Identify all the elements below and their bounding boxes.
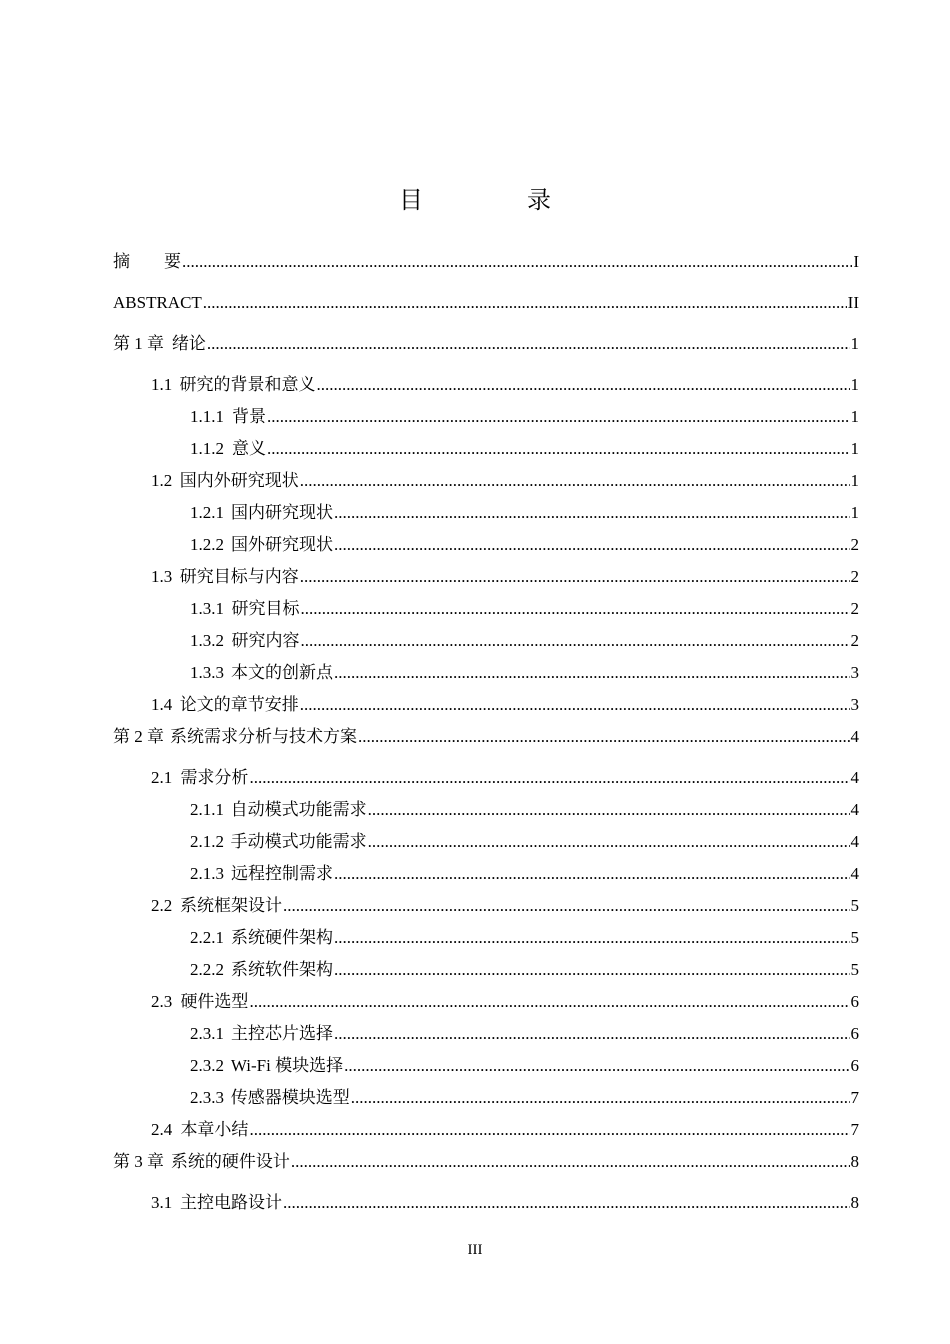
toc-entry-page: 1 [850,503,859,522]
toc-entry-page: 4 [850,800,859,819]
toc-entry-page: 1 [850,471,859,490]
dot-leader [334,858,849,890]
toc-entry-page: 2 [850,535,859,554]
toc-entry[interactable] [113,529,859,561]
dot-leader [207,328,850,360]
toc-entry-page: 1 [850,375,859,394]
toc-entry-number: 2.3.2 [190,1056,224,1075]
toc-entry[interactable] [113,561,859,593]
dot-leader [267,401,850,433]
toc-entry-number: 2.2.1 [190,928,224,947]
toc-entry-label: 本文的创新点 [231,663,334,682]
toc-entry-page: II [847,293,859,312]
toc-entry-number: 1.3 [151,567,173,586]
toc-entry[interactable] [113,826,859,858]
toc-entry[interactable] [113,954,859,986]
toc-entry-number: 2.2.2 [190,960,224,979]
toc-entry-page: 7 [850,1088,859,1107]
dot-leader [351,1082,850,1114]
dot-leader [334,497,849,529]
toc-entry-page: 3 [850,695,859,714]
toc-entry-label: 论文的章节安排 [179,695,299,714]
toc-entry-page: 5 [850,960,859,979]
toc-entry-number: 1.2 [151,471,173,490]
toc-entry-number: 1.3.2 [190,631,224,650]
toc-entry[interactable] [113,625,859,657]
toc-entry[interactable] [113,465,859,497]
toc-entry-page: 5 [850,928,859,947]
toc-entry-number: 第 2 章 [113,727,164,746]
toc-entry-label: 国外研究现状 [231,535,334,554]
toc-entry[interactable] [113,1050,859,1082]
toc-entry-label: 系统需求分析与技术方案 [170,727,358,746]
toc-entry-page: 6 [850,992,859,1011]
page-number: III [467,1242,483,1258]
toc-entry-label: 本章小结 [180,1120,249,1139]
toc-entry-label: 绪论 [171,334,206,353]
toc-entry[interactable] [113,433,859,465]
toc-entry[interactable] [113,369,859,401]
toc-entry[interactable] [113,1018,859,1050]
toc-entry-page: 3 [850,663,859,682]
toc-entry-number: 1.2.2 [190,535,224,554]
toc-entry-number: 3.1 [151,1193,173,1212]
toc-entry-page: 2 [850,631,859,650]
dot-leader [368,826,850,858]
toc-entry-number: 2.1.1 [190,800,224,819]
toc-entry-page: 1 [850,334,859,353]
toc-entry[interactable] [113,1187,859,1219]
toc-entry-page: 8 [850,1193,859,1212]
toc-entry[interactable] [113,890,859,922]
dot-leader [283,1187,850,1219]
toc-entry-number: 第 1 章 [113,334,164,353]
dot-leader [291,1146,850,1178]
toc-entry-number: 2.1.2 [190,832,224,851]
dot-leader [249,1114,849,1146]
dot-leader [300,593,849,625]
toc-entry-number: 1.3.3 [190,663,224,682]
toc-entry-label: ABSTRACT [113,293,202,312]
dot-leader [334,657,849,689]
dot-leader [249,762,849,794]
dot-leader [334,922,849,954]
dot-leader [300,561,850,593]
toc-entry[interactable] [113,246,859,287]
toc-entry-label: 国内外研究现状 [179,471,299,490]
toc-entry-number: 1.3.1 [190,599,224,618]
toc-entry-number: 1.1 [151,375,173,394]
dot-leader [358,721,849,753]
dot-leader [300,465,850,497]
toc-entry-number: 1.4 [151,695,173,714]
toc-entry-label: 传感器模块选型 [230,1088,350,1107]
dot-leader [368,794,850,826]
toc-entry-label: 背景 [231,407,266,426]
toc-entry-label: 系统硬件架构 [231,928,334,947]
toc-entry[interactable] [113,287,859,328]
toc-entry-label: Wi-Fi 模块选择 [230,1056,344,1075]
toc-entry[interactable] [113,328,859,369]
toc-entry[interactable] [113,721,859,762]
toc-entry-number: 1.2.1 [190,503,224,522]
toc-entry[interactable] [113,986,859,1018]
toc-entry-number: 2.3.1 [190,1024,224,1043]
toc-entry-page: 4 [850,832,859,851]
page-title: 目 录 [399,188,591,214]
toc-entry-page: 2 [850,567,859,586]
toc-entry-page: 4 [850,864,859,883]
toc-entry-label: 主控芯片选择 [231,1024,334,1043]
toc-entry-page: 4 [850,768,859,787]
dot-leader [334,954,849,986]
toc-entry[interactable] [113,657,859,689]
toc-entry-page: 2 [850,599,859,618]
dot-leader [182,246,852,278]
toc-entry-label: 研究的背景和意义 [179,375,316,394]
toc-entry-label: 研究内容 [231,631,300,650]
toc-entry-label: 远程控制需求 [231,864,334,883]
toc-entry-label: 手动模式功能需求 [230,832,367,851]
toc-entry-label: 国内研究现状 [231,503,334,522]
toc-entry-label: 硬件选型 [180,992,249,1011]
dot-leader [300,689,850,721]
toc-entry-page: 1 [850,407,859,426]
dot-leader [203,287,847,319]
toc-entry-page: 5 [850,896,859,915]
dot-leader [283,890,850,922]
toc-entry[interactable] [113,762,859,794]
toc-entry[interactable] [113,593,859,625]
toc-entry-number: 2.2 [151,896,173,915]
toc-entry[interactable] [113,858,859,890]
toc-entry[interactable] [113,1146,859,1187]
toc-entry-label: 摘 要 [113,252,181,271]
toc-entry[interactable] [113,1114,859,1146]
toc-entry-number: 2.3 [151,992,173,1011]
toc-entry-number: 1.1.2 [190,439,224,458]
toc-entry-label: 系统框架设计 [179,896,282,915]
dot-leader [300,625,849,657]
toc-entry-number: 1.1.1 [190,407,224,426]
toc-entry-label: 自动模式功能需求 [230,800,367,819]
toc-entry-page: I [853,252,859,271]
toc-entry-label: 研究目标与内容 [179,567,299,586]
toc-entry-number: 第 3 章 [113,1152,164,1171]
toc-entry[interactable] [113,689,859,721]
toc-entry-page: 6 [850,1056,859,1075]
toc-entry-page: 8 [850,1152,859,1171]
toc-entry[interactable] [113,922,859,954]
toc-entry-number: 2.1.3 [190,864,224,883]
toc-entry-page: 7 [850,1120,859,1139]
toc-entry-label: 主控电路设计 [179,1193,282,1212]
toc-entry[interactable] [113,401,859,433]
toc-entry[interactable] [113,1082,859,1114]
toc-entry-label: 需求分析 [180,768,249,787]
table-of-contents [113,246,859,1219]
toc-entry-page: 4 [850,727,859,746]
toc-entry[interactable] [113,497,859,529]
toc-entry-label: 意义 [231,439,266,458]
dot-leader [334,529,849,561]
toc-entry-label: 系统的硬件设计 [170,1152,290,1171]
dot-leader [249,986,849,1018]
dot-leader [317,369,850,401]
toc-entry-number: 2.3.3 [190,1088,224,1107]
dot-leader [334,1018,849,1050]
toc-entry-number: 2.1 [151,768,173,787]
toc-entry-number: 2.4 [151,1120,173,1139]
toc-entry-label: 系统软件架构 [231,960,334,979]
toc-entry-page: 6 [850,1024,859,1043]
toc-entry-page: 1 [850,439,859,458]
dot-leader [267,433,850,465]
dot-leader [344,1050,849,1082]
toc-entry-label: 研究目标 [231,599,300,618]
toc-entry[interactable] [113,794,859,826]
